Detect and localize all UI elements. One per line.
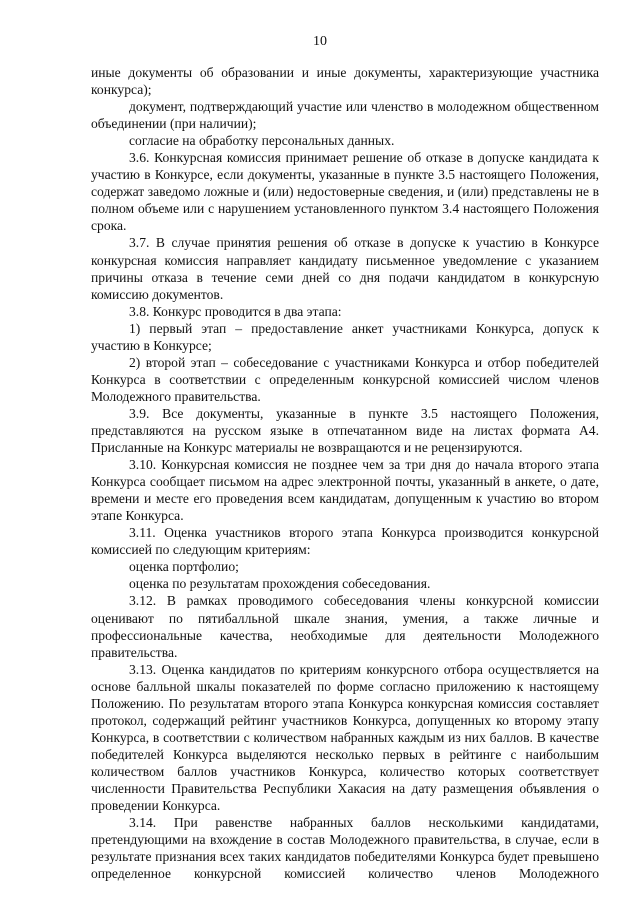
paragraph-criterion-interview: оценка по результатам прохождения собеседования. — [129, 576, 431, 592]
paragraph-3-11: 3.11. Оценка участников второго этапа Конкурса производится конкурсной комиссией по следующим критериям: — [91, 525, 599, 558]
paragraph-consent: согласие на обработку персональных данных. — [129, 133, 395, 149]
paragraph-stage-2: 2) второй этап – собеседование с участниками Конкурса и отбор победителей Конкурса в соответствии с определенным конкурсной комиссией числом членов Молодежного правительства. — [91, 354, 599, 404]
paragraph-3-7: 3.7. В случае принятия решения об отказе в допуске к участию в Конкурсе конкурсная комиссия направляет кандидату письменное уведомление с указанием причины отказа в течение семи дней со дня подачи кандидатом в конкурсную комиссию документов. — [91, 235, 599, 302]
paragraph-3-9: 3.9. Все документы, указанные в пункте 3.5 настоящего Положения, представляются на русском языке в отпечатанном виде на листах формата А4. Присланные на Конкурс материалы не возвращаются и не рецензируются. — [91, 405, 599, 456]
paragraph-3-8: 3.8. Конкурс проводится в два этапа: — [129, 303, 342, 319]
document-body — [91, 64, 599, 882]
paragraph-3-6: 3.6. Конкурсная комиссия принимает решение об отказе в допуске кандидата к участию в Конкурсе, если документы, указанные в пункте 3.5 настоящего Положения, содержат заведомо ложные и (или) недостоверные сведения, и (или) представлены не в полном объеме или с нарушением установленного пунктом 3.4 настоящего Положения срока. — [91, 150, 599, 234]
paragraph-other-documents: иные документы об образовании и иные документы, характеризующие участника конкурса); — [91, 65, 599, 98]
paragraph-membership-document: документ, подтверждающий участие или членство в молодежном общественном объединении (при наличии); — [91, 99, 599, 132]
paragraph-3-14: 3.14. При равенстве набранных баллов несколькими кандидатами, претендующими на вхождение в состав Молодежного правительства, в случае, если в результате признания всех таких кандидатов победителями Конкурса будет превышено определенное конкурсной комиссией количество членов Молодежного — [91, 815, 599, 882]
paragraph-3-13: 3.13. Оценка кандидатов по критериям конкурсного отбора осуществляется на основе балльной шкалы показателей по форме согласно приложению к настоящему Положению. По результатам второго этапа Конкурса конкурсная комиссия составляет протокол, содержащий рейтинг участников Конкурса, допущенных ко второму этапу Конкурса, в соответствии с количеством набранных каждым из них баллов. В качестве победителей Конкурса выделяются несколько первых в рейтинге с наибольшим количеством баллов участников Конкурса, количество которых соответствует численности Правительства Республики Хакасия на дату размещения объявления о проведении Конкурса. — [91, 661, 599, 814]
paragraph-3-12: 3.12. В рамках проводимого собеседования члены конкурсной комиссии оценивают по пятибалльной шкале знания, умения, а также личные и профессиональные качества, необходимые для деятельности Молодежного правительства. — [91, 593, 599, 660]
page-number: 10 — [313, 34, 327, 49]
paragraph-stage-1: 1) первый этап – предоставление анкет участниками Конкурса, допуск к участию в Конкурсе; — [91, 320, 599, 353]
paragraph-3-10: 3.10. Конкурсная комиссия не позднее чем за три дня до начала второго этапа Конкурса сообщает письмом на адрес электронной почты, указанный в анкете, о дате, времени и месте его проведения всем кандидатам, допущенным к участию во втором этапе Конкурса. — [91, 457, 599, 524]
paragraph-criterion-portfolio: оценка портфолио; — [129, 559, 239, 575]
